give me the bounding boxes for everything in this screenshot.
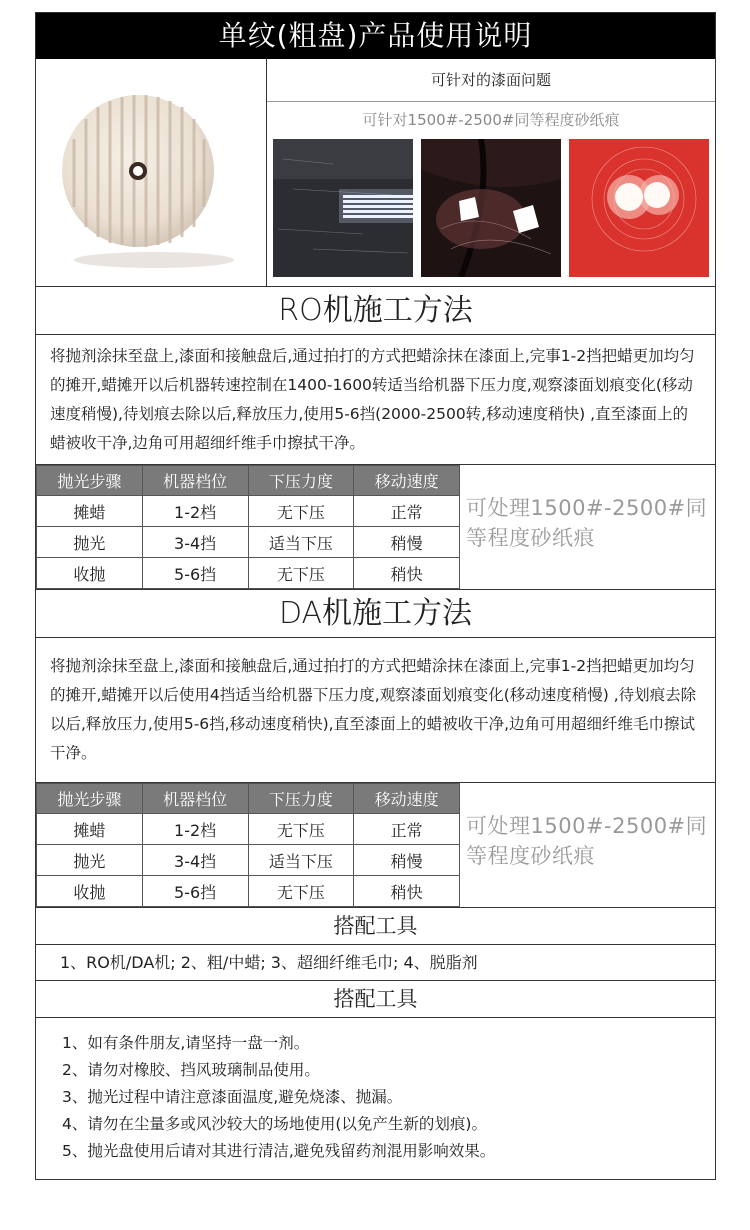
table-row <box>37 527 460 558</box>
list-item: 4、请勿在尘量多或风沙较大的场地使用(以免产生新的划痕)。 <box>62 1115 487 1133</box>
table-header-row <box>37 784 460 814</box>
table-cell: 稍快 <box>354 558 460 589</box>
table-row <box>37 496 460 527</box>
table-row <box>37 845 460 876</box>
table-header-cell: 下压力度 <box>248 784 354 814</box>
table-cell: 稍慢 <box>354 845 460 876</box>
ro-method-text: 将抛剂涂抹至盘上,漆面和接触盘后,通过拍打的方式把蜡涂抹在漆面上,完事1-2挡把蜡更加均匀的摊开,蜡摊开以后机器转速控制在1400-1600转适当给机器下压力度,观察漆面划痕变化(移动速度稍慢),待划痕去除以后,释放压力,使用5-6挡(2000-2500转,移动速度稍快) ,直至漆面上的蜡被收干净,边角可用超细纤维手巾擦拭干净。 <box>36 335 715 465</box>
list-item: 2、请勿对橡胶、挡风玻璃制品使用。 <box>62 1061 320 1079</box>
table-cell: 适当下压 <box>248 527 354 558</box>
table-cell: 无下压 <box>248 496 354 527</box>
table-header-cell: 抛光步骤 <box>37 784 143 814</box>
scratch-photo-1 <box>273 139 413 277</box>
table-cell: 摊蜡 <box>37 814 143 845</box>
issue-title: 可针对的漆面问题 <box>267 59 715 102</box>
scratch-photo-2 <box>421 139 561 277</box>
notes-heading: 搭配工具 <box>36 981 715 1018</box>
table-cell: 5-6挡 <box>142 876 248 907</box>
table-cell: 1-2档 <box>142 814 248 845</box>
table-cell: 摊蜡 <box>37 496 143 527</box>
da-steps-block <box>36 783 715 908</box>
page-title: 单纹(粗盘)产品使用说明 <box>36 13 715 59</box>
table-cell: 抛光 <box>37 845 143 876</box>
table-cell: 5-6挡 <box>142 558 248 589</box>
table-cell: 稍快 <box>354 876 460 907</box>
table-cell: 稍慢 <box>354 527 460 558</box>
table-header-cell: 机器档位 <box>142 466 248 496</box>
paint-issue-panel <box>267 59 715 286</box>
table-header-cell: 机器档位 <box>142 784 248 814</box>
ro-capability-note: 可处理1500#-2500#同等程度砂纸痕 <box>466 496 708 550</box>
list-item: 1、如有条件朋友,请坚持一盘一剂。 <box>62 1034 310 1052</box>
table-cell: 无下压 <box>248 814 354 845</box>
scratch-photos <box>267 139 715 277</box>
table-header-cell: 移动速度 <box>354 784 460 814</box>
product-overview <box>36 59 715 287</box>
ro-method-heading: RO机施工方法 <box>36 287 715 335</box>
table-header-row <box>37 466 460 496</box>
issue-subtitle: 可针对1500#-2500#同等程度砂纸痕 <box>362 111 620 129</box>
table-cell: 正常 <box>354 496 460 527</box>
list-item: 3、抛光过程中请注意漆面温度,避免烧漆、抛漏。 <box>62 1088 403 1106</box>
table-cell: 正常 <box>354 814 460 845</box>
table-header-cell: 移动速度 <box>354 466 460 496</box>
da-steps-table <box>36 783 460 907</box>
table-row <box>37 814 460 845</box>
ro-steps-table <box>36 465 460 589</box>
table-header-cell: 下压力度 <box>248 466 354 496</box>
table-row <box>37 876 460 907</box>
table-cell: 1-2档 <box>142 496 248 527</box>
table-row <box>37 558 460 589</box>
table-cell: 抛光 <box>37 527 143 558</box>
da-method-text: 将抛剂涂抹至盘上,漆面和接触盘后,通过拍打的方式把蜡涂抹在漆面上,完事1-2挡把蜡更加均匀的摊开,蜡摊开以后使用4挡适当给机器下压力度,观察漆面划痕变化(移动速度稍慢) ,待划痕去除以后,释放压力,使用5-6挡,移动速度稍快),直至漆面上的蜡被收干净,边角可用超细纤维毛巾擦试干净。 <box>36 638 715 783</box>
table-header-cell: 抛光步骤 <box>37 466 143 496</box>
notes-list <box>36 1018 715 1180</box>
table-cell: 3-4挡 <box>142 845 248 876</box>
da-method-heading: DA机施工方法 <box>36 590 715 638</box>
table-cell: 收抛 <box>37 558 143 589</box>
table-cell: 收抛 <box>37 876 143 907</box>
tools-heading: 搭配工具 <box>36 908 715 945</box>
scratch-photo-3 <box>569 139 709 277</box>
product-image <box>36 59 267 286</box>
table-cell: 无下压 <box>248 558 354 589</box>
tools-list: 1、RO机/DA机; 2、粗/中蜡; 3、超细纤维毛巾; 4、脱脂剂 <box>36 945 715 981</box>
list-item: 5、抛光盘使用后请对其进行清洁,避免残留药剂混用影响效果。 <box>62 1142 496 1160</box>
table-cell: 3-4挡 <box>142 527 248 558</box>
instruction-sheet <box>35 12 716 1180</box>
ro-steps-block <box>36 465 715 590</box>
da-capability-note: 可处理1500#-2500#同等程度砂纸痕 <box>466 814 708 868</box>
table-cell: 适当下压 <box>248 845 354 876</box>
wool-pad-image <box>36 59 266 286</box>
table-cell: 无下压 <box>248 876 354 907</box>
